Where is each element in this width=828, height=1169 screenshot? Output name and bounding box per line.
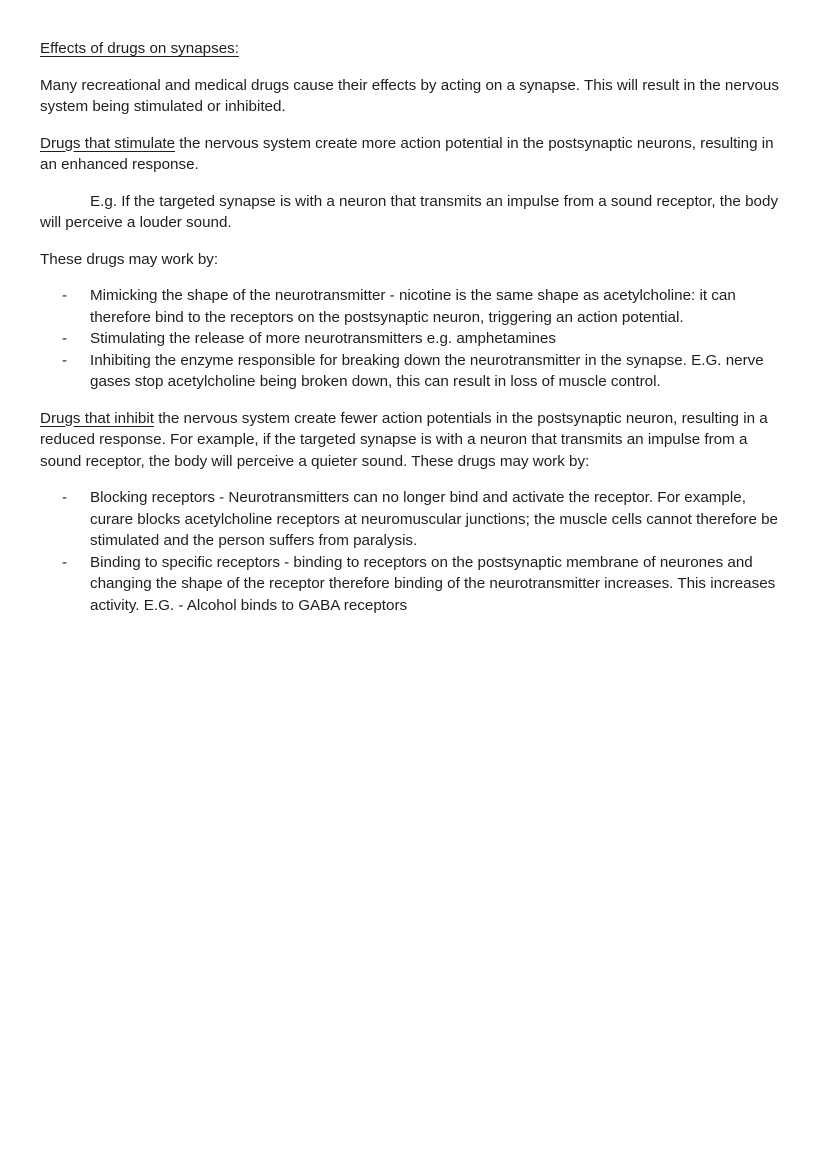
stimulate-paragraph bbox=[40, 133, 792, 176]
stimulate-heading: Drugs that stimulate bbox=[40, 134, 176, 152]
list-item bbox=[40, 285, 792, 328]
list-item bbox=[40, 350, 792, 393]
list-item-text: Inhibiting the enzyme responsible for breaking down the neurotransmitter in the synapse. E.G. nerve gases stop acetylcholine being broken down, this can result in loss of muscle control. bbox=[90, 351, 764, 390]
inhibit-list bbox=[40, 487, 792, 616]
list-item bbox=[40, 487, 792, 552]
stimulate-text: the nervous system create more action potential in the postsynaptic neurons, resulting in an enhanced response. bbox=[40, 134, 774, 173]
bullet-dash: - bbox=[62, 330, 68, 347]
bullet-dash: - bbox=[62, 553, 68, 571]
intro-paragraph: Many recreational and medical drugs cause their effects by acting on a synapse. This will result in the nervous system being stimulated or inhibited. bbox=[40, 76, 779, 115]
inhibit-text: the nervous system create fewer action potentials in the postsynaptic neuron, resulting in a reduced response. For example, if the targeted synapse is with a neuron that transmits an impulse from a sound receptor, the body will perceive a quieter sound. These drugs may work by: bbox=[40, 409, 768, 470]
list-item bbox=[40, 328, 792, 350]
list-item-text: Blocking receptors - Neurotransmitters can no longer bind and activate the receptor. For example, curare blocks acetylcholine receptors at neuromuscular junctions; the muscle cells cannot therefore be stimulated and the person suffers from paralysis. bbox=[90, 489, 779, 549]
list-item bbox=[40, 552, 792, 617]
bullet-dash: - bbox=[62, 287, 68, 304]
list-item-text: Mimicking the shape of the neurotransmitter - nicotine is the same shape as acetylcholine: it can therefore bind to the receptors on the postsynaptic neuron, triggering an action potential. bbox=[90, 287, 736, 326]
document-title: Effects of drugs on synapses: bbox=[40, 40, 239, 57]
list-item-text: Binding to specific receptors - binding to receptors on the postsynaptic membrane of neurones and changing the shape of the receptor therefore binding of the neurotransmitter increases. This increases activity. E.G. - Alcohol binds to GABA receptors bbox=[90, 553, 776, 614]
list-item-text: Stimulating the release of more neurotransmitters e.g. amphetamines bbox=[90, 330, 556, 347]
bullet-dash: - bbox=[62, 489, 68, 506]
stimulate-list bbox=[40, 285, 792, 393]
inhibit-heading: Drugs that inhibit bbox=[40, 409, 154, 427]
stimulate-lead: These drugs may work by: bbox=[40, 250, 219, 268]
stimulate-example: E.g. If the targeted synapse is with a neuron that transmits an impulse from a sound receptor, the body will perceive a louder sound. bbox=[40, 192, 779, 231]
bullet-dash: - bbox=[62, 351, 68, 369]
document-page bbox=[40, 38, 792, 631]
inhibit-paragraph bbox=[40, 408, 792, 473]
